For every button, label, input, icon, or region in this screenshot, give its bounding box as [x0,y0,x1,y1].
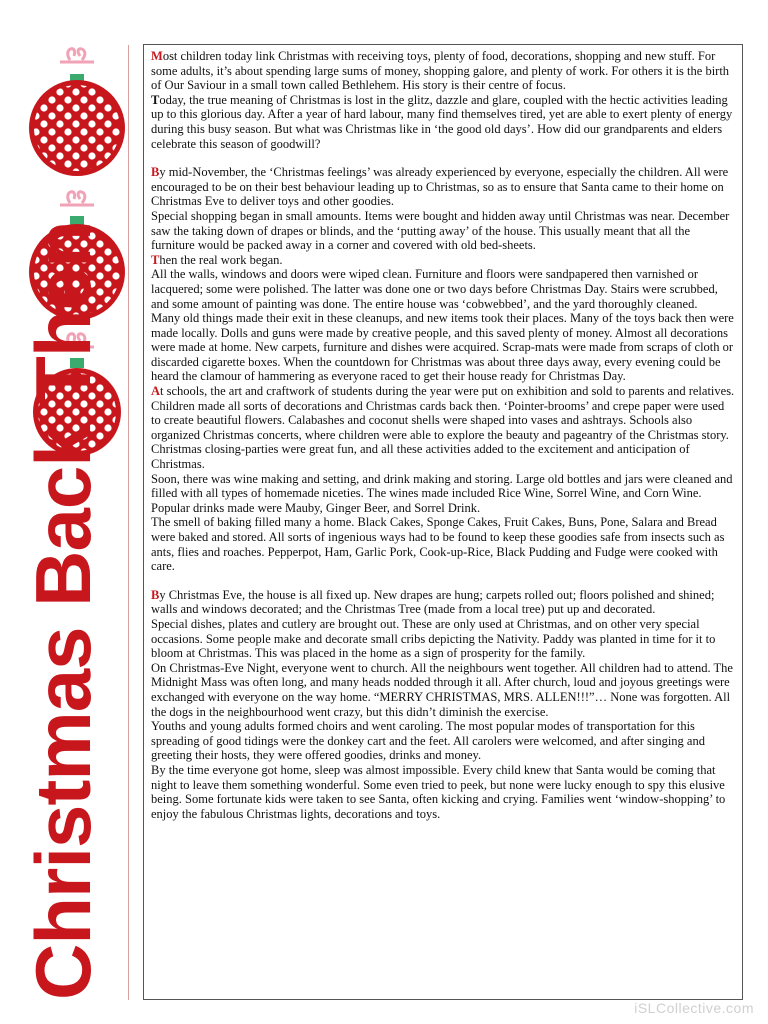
paragraph-text: ost children today link Christmas with receiving toys, plenty of food, decorations, shopping and new stuff. For some adults, it’s about spending large sums of money, shopping galore, and plenty of work. For others it is the birth of Our Saviour in a small town called Bethlehem. His story is their centre of focus. [151,49,730,93]
paragraph-text: The smell of baking filled many a home. Black Cakes, Sponge Cakes, Fruit Cakes, Buns, Pone, Salara and Bread were baked and stored. All sorts of ingenious ways had to be found to keep these goodies safe from insects such as ants, flies and roaches. Pepperpot, Ham, Garlic Pork, Cook-up-Rice, Black Pudding and Fudge were cooked with care. [151,515,725,574]
paragraph [151,719,736,763]
paragraph-text: y mid-November, the ‘Christmas feelings’ was already experienced by everyone, especially the children. All were encouraged to be on their best behaviour leading up to Christmas, so as to ensure that Santa came to their home on Christmas Eve to deliver toys and other goodies. [151,165,729,209]
paragraph-text: hen the real work began. [159,252,283,267]
paragraph [151,311,736,384]
paragraph [151,49,736,93]
article-text [143,44,743,1000]
paragraph-text: y Christmas Eve, the house is all fixed up. New drapes are hung; carpets rolled out; floors polished and shined; walls and windows decorated; and the Christmas Tree (made from a local tree) put up and decorated. [151,587,715,617]
paragraph-text: t schools, the art and craftwork of students during the year were put on exhibition and sold to parents and relatives. Children made all sorts of decorations and Christmas cards back then. ‘Pointer-brooms’ and crepe paper were used to create beautiful flowers. Calabashes and coconut shells were shaped into vases and ashtrays. Schools also organized Christmas concerts, where children were able to explore the beauty and pageantry of the Christmas story. Christmas closing-parties were great fun, and all these activities added to the excitement and anticipation of Christmas. [151,384,735,472]
paragraph-text: Special dishes, plates and cutlery are brought out. These are only used at Christmas, and on other very special occasions. Some people make and decorate small cribs depicting the Nativity. Paddy was planted in time for it to bloom at Christmas. This was placed in the home as a sign of prosperity for the family. [151,616,716,661]
sidebar [0,0,130,1024]
paragraph [151,253,736,268]
paragraph-text: oday, the true meaning of Christmas is lost in the glitz, dazzle and glare, coupled with the hectic activities leading up to this glorious day. After a year of hard labour, many find themselves tired, yet are able to exert plenty of energy during this busy season. But what was Christmas like in ‘the good old days’. How did our grandparents and elders celebrate this season of goodwill? [151,92,733,151]
paragraph [151,472,736,516]
paragraph-text: Youths and young adults formed choirs and went caroling. The most popular modes of transportation for this spreading of good tidings were the donkey cart and the feet. All carolers were welcomed, and after singing and greeting their hosts, they were offered goodies, drinks and money. [151,719,705,763]
paragraph [151,515,736,573]
paragraph [151,384,736,472]
paragraph [151,588,736,617]
paragraph [151,617,736,661]
paragraph [151,267,736,311]
paragraph-text: All the walls, windows and doors were wiped clean. Furniture and floors were sandpapered then varnished or lacquered; some were polished. The latter was done one or two days before Christmas Day. Stairs were scrubbed, and some amount of painting was done. The entire house was ‘cobwebbed’, and the yard thoroughly cleaned. [151,267,718,311]
paragraph [151,209,736,253]
paragraph-text: Special shopping began in small amounts. Items were bought and hidden away until Christmas was near. December saw the taking down of drapes or blinds, and the ‘putting away’ of the house. This usually meant that all the furniture would be packed away in a corner and covered with old bed-sheets. [151,208,730,253]
watermark: iSLCollective.com [634,1000,754,1016]
paragraph [151,93,736,151]
paragraph [151,165,736,209]
paragraph [151,763,736,821]
paragraph-text: On Christmas-Eve Night, everyone went to church. All the neighbours went together. All children had to attend. The Midnight Mass was often long, and many heads nodded through it all. After church, loud and joyous greetings were exchanged with everyone on the way home. “MERRY CHRISTMAS, MRS. ALLEN!!!”… None was forgotten. All the dogs in the neighbourhood went crazy, but this didn’t diminish the exercise. [151,660,733,719]
drop-initial: B [151,587,160,602]
drop-initial: T [151,92,160,107]
paragraph-text: Soon, there was wine making and setting, and drink making and storing. Large old bottles and jars were cleaned and filled with all types of homemade niceties. The wines made included Rice Wine, Sorrel Wine, and Corn Wine. Popular drinks made were Mauby, Ginger Beer, and Sorrel Drink. [151,471,733,515]
paragraph-text: Many old things made their exit in these cleanups, and new items took their places. Many of the toys back then were made locally. Dolls and guns were made by creative people, and this saved plenty of money. Almost all decorations were made at home. New carpets, furniture and dishes were acquired. Scrap-mats were made from scraps of cloth or discarded cigarette boxes. When the countdown for Christmas was about three days away, every evening could be heard the clamour of hammering as everyone raced to get their house ready for Christmas Day. [151,311,734,384]
drop-initial: T [151,252,160,267]
drop-initial: A [151,384,161,399]
paragraph [151,661,736,719]
paragraph-text: By the time everyone got home, sleep was almost impossible. Every child knew that Santa would be coming that night to leave them something wonderful. Some even tried to peek, but none were lucky enough to spy this elusive being. Some fortunate kids were taken to see Santa, often kicking and crying. Families went ‘window-shopping’ to enjoy the fabulous Christmas lights, decorations and toys. [151,762,726,821]
divider [128,45,129,1000]
drop-initial: M [151,49,163,63]
vertical-title: Christmas Back Then [19,221,107,1000]
drop-initial: B [151,165,160,180]
